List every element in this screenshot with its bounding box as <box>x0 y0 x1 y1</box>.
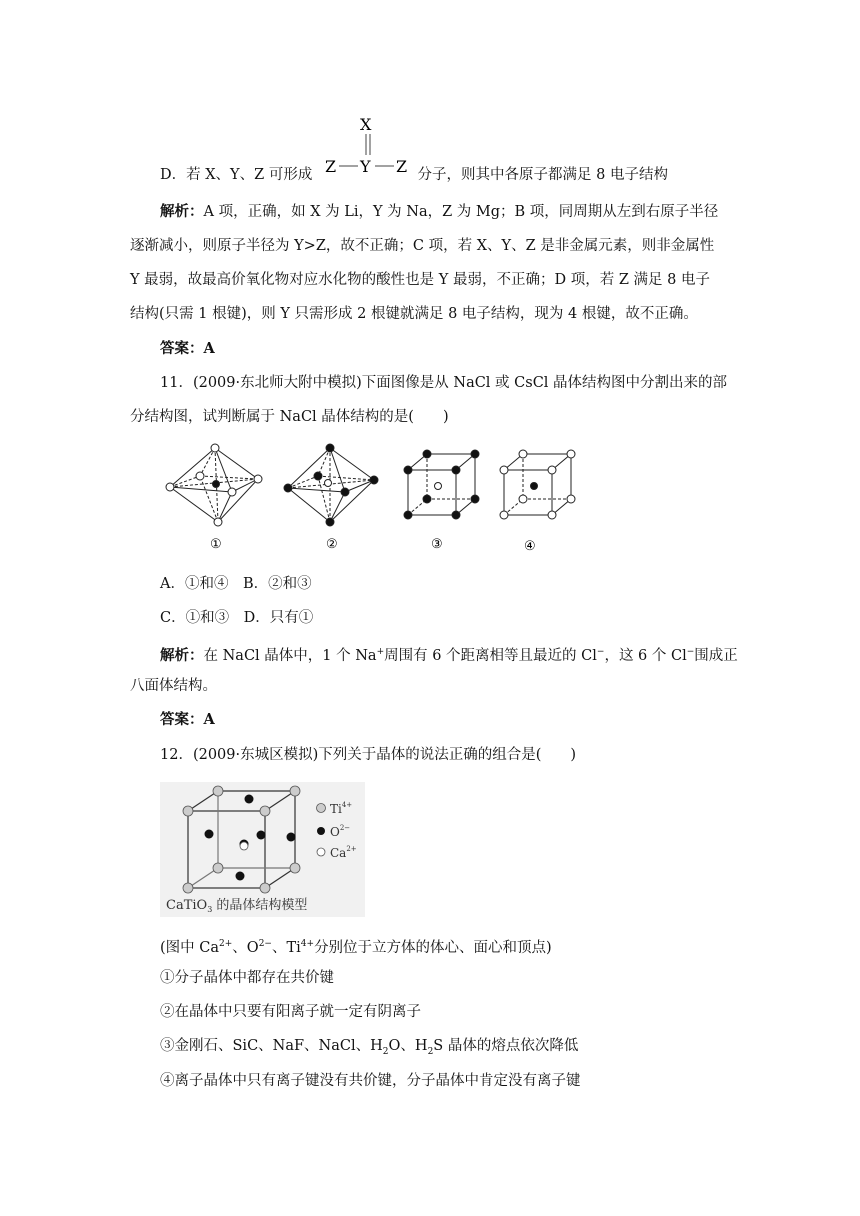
cl-charge-2: − <box>686 647 695 657</box>
na-charge: + <box>376 647 385 657</box>
q10-analysis-line-1 <box>160 202 718 222</box>
legend-o-marker <box>317 827 325 835</box>
q11-analysis-line-1 <box>160 642 738 666</box>
figure-1-label: ① <box>210 537 222 552</box>
q12-item-1: ①分子晶体中都存在共价键 <box>160 970 334 986</box>
q11-analysis-label: 解析： <box>160 646 204 664</box>
atom-z-right-label: Z <box>396 157 408 176</box>
option-d-text-before: D．若 X、Y、Z 可形成 <box>160 167 313 183</box>
q12-item-3-c: S 晶体的熔点依次降低 <box>433 1038 579 1054</box>
q12-note-d: 分别位于立方体的体心、面心和顶点) <box>314 939 552 956</box>
q10-analysis-line-2: 逐渐减小，则原子半径为 Y>Z，故不正确；C 项，若 X、Y、Z 是非金属元素，则非金属性 <box>130 238 715 254</box>
q12-note-b: 、O <box>232 939 259 956</box>
q11-analysis-text-d: 围成正 <box>694 647 738 664</box>
legend-ti-marker <box>317 804 326 813</box>
catio3-caption: CaTiO$_3$ 的晶体结构模型 <box>166 898 308 914</box>
q12-note <box>160 934 552 958</box>
xyz-structure-diagram <box>318 110 418 185</box>
q11-analysis-text-a: 在 NaCl 晶体中，1 个 Na <box>203 647 377 664</box>
atom-z-left-label: Z <box>325 157 337 176</box>
figure-2-atoms <box>284 444 378 526</box>
q12-item-3-b: O、H <box>388 1038 428 1054</box>
q12-note-ti-charge: 4+ <box>300 939 315 949</box>
q12-note-o-charge: 2− <box>258 939 272 949</box>
q11-analysis-text-c: ，这 6 个 Cl <box>604 647 687 664</box>
q11-crystal-figures <box>160 440 580 555</box>
legend-o-label: $O^{2-}$ <box>330 824 351 839</box>
q10-answer: 答案：A <box>160 340 215 357</box>
catio3-ca-body-center <box>240 842 248 850</box>
q12-item-3 <box>160 1036 578 1062</box>
q12-item-3-a: ③金刚石、SiC、NaF、NaCl、H <box>160 1038 383 1054</box>
figure-3-label: ③ <box>431 537 443 552</box>
legend-ti-label: $Ti^{4+}$ <box>330 801 353 816</box>
q12-item-3-sub-2: 2 <box>427 1046 434 1057</box>
figure-4-label: ④ <box>524 539 536 554</box>
option-d-text-after: 分子，则其中各原子都满足 8 电子结构 <box>417 167 668 183</box>
cl-charge: − <box>596 647 605 657</box>
figure-2-label: ② <box>326 537 338 552</box>
q12-note-c: 、Ti <box>271 939 301 956</box>
q12-note-ca-charge: 2+ <box>219 939 233 949</box>
q10-analysis-text-1: A 项，正确，如 X 为 Li，Y 为 Na，Z 为 Mg；B 项，同周期从左到右原子半径 <box>203 204 719 220</box>
q11-answer: 答案：A <box>160 711 215 728</box>
catio3-crystal-figure <box>160 782 365 917</box>
atom-x-label: X <box>360 115 372 134</box>
q12-stem: 12．(2009·东城区模拟)下列关于晶体的说法正确的组合是( ) <box>160 747 577 763</box>
q12-item-3-sub-1: 2 <box>382 1046 389 1057</box>
q10-analysis-line-4: 结构(只需 1 根键)，则 Y 只需形成 2 根键就满足 8 电子结构，现为 4 根键，故不正确。 <box>130 306 698 322</box>
legend-ca-marker <box>317 848 325 856</box>
q11-options-line-2: C．①和③ D．只有① <box>160 610 314 626</box>
q11-stem-line-2: 分结构图，试判断属于 NaCl 晶体结构的是( ) <box>130 409 449 425</box>
q11-analysis-text-b: 周围有 6 个距离相等且最近的 Cl <box>384 647 597 664</box>
atom-y-label: Y <box>360 157 371 176</box>
q11-stem-line-1: 11．(2009·东北师大附中模拟)下面图像是从 NaCl 或 CsCl 晶体结构图中分割出来的部 <box>160 375 728 391</box>
q12-item-2: ②在晶体中只要有阳离子就一定有阴离子 <box>160 1004 421 1020</box>
q12-item-4: ④离子晶体中只有离子键没有共价键，分子晶体中肯定没有离子键 <box>160 1073 581 1089</box>
q10-analysis-label: 解析： <box>160 203 204 220</box>
figure-1-atoms <box>166 444 262 526</box>
q11-analysis-line-2: 八面体结构。 <box>130 678 217 694</box>
legend-ca-label: $Ca^{2+}$ <box>330 845 357 860</box>
q12-note-a: (图中 Ca <box>160 939 220 956</box>
q11-options-line-1: A．①和④ B．②和③ <box>160 576 312 592</box>
q10-analysis-line-3: Y 最弱，故最高价氧化物对应水化物的酸性也是 Y 最弱，不正确；D 项，若 Z 满足 8 电子 <box>130 272 710 288</box>
